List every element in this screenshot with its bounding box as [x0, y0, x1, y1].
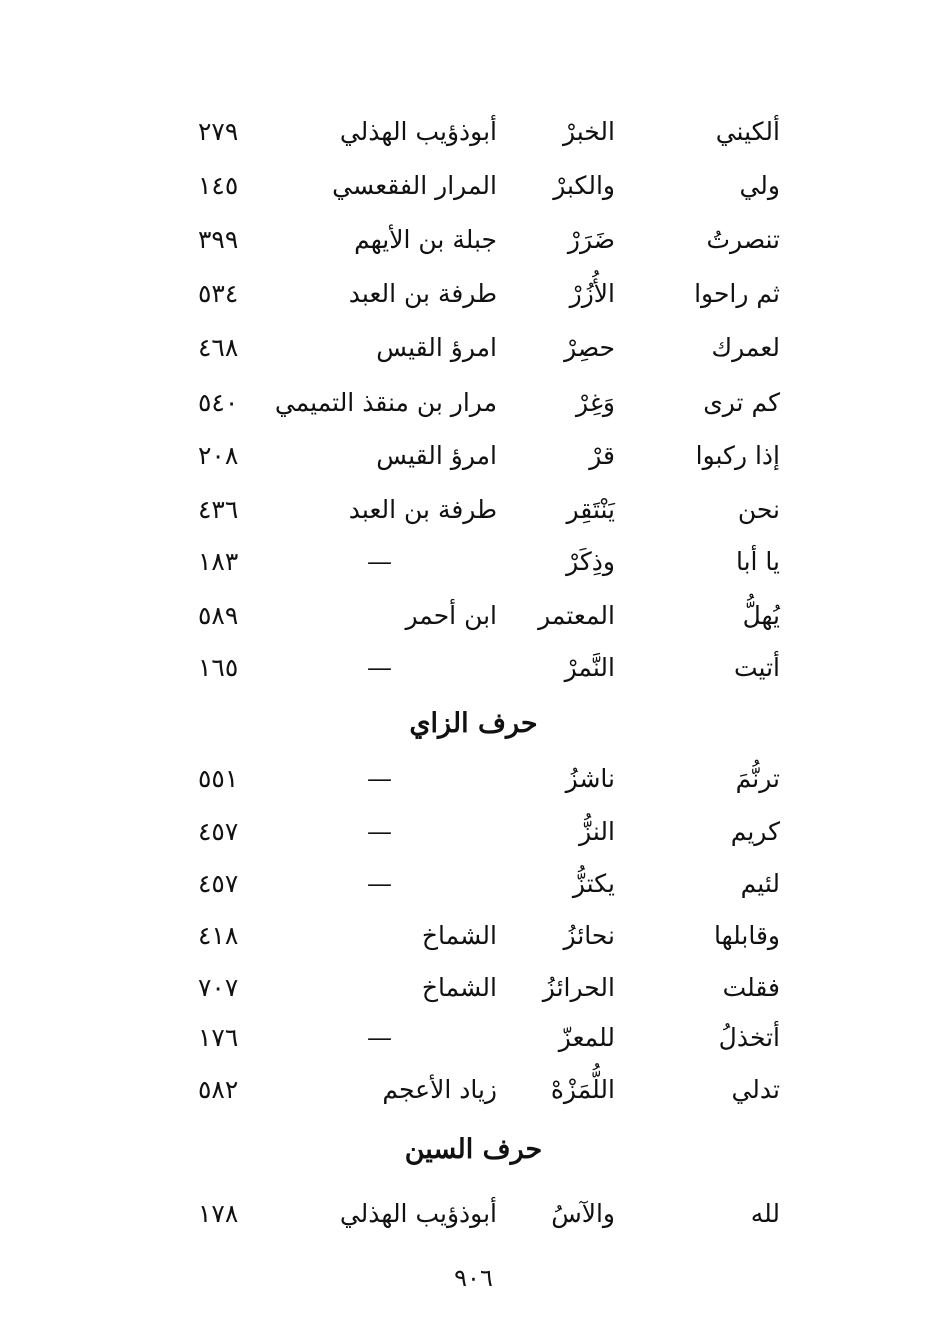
page-reference: ٣٩٩ [198, 225, 239, 254]
table-row [0, 646, 947, 690]
rhyme-word: يَنْتَقِر [566, 495, 615, 524]
table-row [0, 381, 947, 425]
verse-start-word: إذا ركبوا [695, 441, 780, 470]
verse-start-word: يُهلُّ [742, 601, 780, 630]
verse-start-word: لله [750, 1199, 780, 1228]
section-heading: حرف السين [404, 1134, 543, 1165]
table-row [0, 1192, 947, 1236]
poet-name: طرفة بن العبد [348, 279, 497, 308]
poet-name: الشماخ [421, 973, 497, 1002]
poet-name: ابن أحمر [405, 601, 497, 630]
page-reference: ١٦٥ [198, 653, 239, 682]
table-row [0, 862, 947, 906]
poet-name: أبوذؤيب الهذلي [339, 1199, 497, 1228]
rhyme-word: المعتمر [538, 601, 615, 630]
rhyme-word: اللُّمَزْهْ [550, 1075, 615, 1104]
verse-start-word: ولي [739, 171, 780, 200]
table-row [0, 326, 947, 370]
poet-name: — [367, 1023, 392, 1052]
page-reference: ٧٠٧ [198, 973, 239, 1002]
verse-start-word: لعمرك [711, 333, 780, 362]
verse-start-word: ترنُّمَ [735, 764, 780, 793]
verse-start-word: تدلي [731, 1075, 780, 1104]
table-row [0, 110, 947, 154]
rhyme-word: نحائزُ [563, 921, 615, 950]
page-reference: ٥٥١ [198, 764, 239, 793]
rhyme-word: الحرائزُ [542, 973, 615, 1002]
verse-start-word: نحن [737, 495, 780, 524]
poet-name: مرار بن منقذ التميمي [274, 388, 497, 417]
page-reference: ٤٦٨ [198, 333, 239, 362]
table-row [0, 1016, 947, 1060]
poet-name: طرفة بن العبد [348, 495, 497, 524]
poet-name: — [367, 869, 392, 898]
table-row [0, 810, 947, 854]
table-row [0, 434, 947, 478]
poet-name: أبوذؤيب الهذلي [339, 117, 497, 146]
poet-name: امرؤ القيس [376, 333, 497, 362]
rhyme-word: ضَرَرْ [567, 225, 615, 254]
verse-start-word: ألكيني [715, 117, 780, 146]
page-reference: ٤٥٧ [198, 817, 239, 846]
poet-name: المرار الفقعسي [332, 171, 497, 200]
verse-start-word: كم ترى [703, 388, 780, 417]
poet-name: امرؤ القيس [376, 441, 497, 470]
page-reference: ٤٣٦ [198, 495, 239, 524]
table-row [0, 1068, 947, 1112]
rhyme-word: حصِرْ [564, 333, 615, 362]
page-reference: ٢٧٩ [198, 117, 239, 146]
rhyme-word: يكتزُّ [572, 869, 615, 898]
poet-name: الشماخ [421, 921, 497, 950]
page-reference: ٢٠٨ [198, 441, 239, 470]
page-reference: ٥٨٩ [198, 601, 239, 630]
table-row [0, 966, 947, 1010]
page-number: ٩٠٦ [454, 1264, 493, 1292]
rhyme-word: والآسُ [551, 1199, 615, 1228]
verse-start-word: ثم راحوا [694, 279, 780, 308]
table-row [0, 914, 947, 958]
table-row [0, 594, 947, 638]
table-row [0, 757, 947, 801]
rhyme-word: النزُّ [579, 817, 615, 846]
poet-name: — [367, 817, 392, 846]
poet-name: — [367, 764, 392, 793]
page-reference: ١٨٣ [198, 547, 239, 576]
verse-start-word: وقابلها [713, 921, 780, 950]
verse-start-word: أتيت [734, 653, 780, 682]
rhyme-word: الأُزُرْ [569, 279, 615, 308]
verse-start-word: فقلت [722, 973, 780, 1002]
page-reference: ١٧٦ [198, 1023, 239, 1052]
page-reference: ٤٥٧ [198, 869, 239, 898]
verse-start-word: تنصرتُ [706, 225, 780, 254]
poet-name: — [367, 547, 392, 576]
verse-start-word: يا أبا [735, 547, 780, 576]
rhyme-word: النَّمرْ [564, 653, 615, 682]
verse-start-word: كريم [730, 817, 780, 846]
rhyme-word: وَغِرْ [576, 388, 615, 417]
page-reference: ٥٨٢ [198, 1075, 239, 1104]
table-row [0, 218, 947, 262]
page-reference: ٥٣٤ [198, 279, 239, 308]
table-row [0, 272, 947, 316]
table-row [0, 164, 947, 208]
poet-name: — [367, 653, 392, 682]
table-row [0, 488, 947, 532]
page-reference: ٤١٨ [198, 921, 239, 950]
page-reference: ١٤٥ [198, 171, 239, 200]
poet-name: جبلة بن الأيهم [354, 225, 497, 254]
rhyme-word: والكبرْ [553, 171, 615, 200]
table-row [0, 540, 947, 584]
rhyme-word: وذِكَرْ [566, 547, 615, 576]
verse-start-word: أتخذلُ [718, 1023, 780, 1052]
section-heading: حرف الزاي [409, 708, 538, 739]
verse-start-word: لئيم [740, 869, 780, 898]
rhyme-word: الخبرْ [562, 117, 615, 146]
page-reference: ١٧٨ [198, 1199, 239, 1228]
page-reference: ٥٤٠ [198, 388, 239, 417]
rhyme-word: للمعزّ [558, 1023, 615, 1052]
rhyme-word: ناشزُ [565, 764, 615, 793]
rhyme-word: قرْ [589, 441, 615, 470]
poet-name: زياد الأعجم [382, 1075, 497, 1104]
